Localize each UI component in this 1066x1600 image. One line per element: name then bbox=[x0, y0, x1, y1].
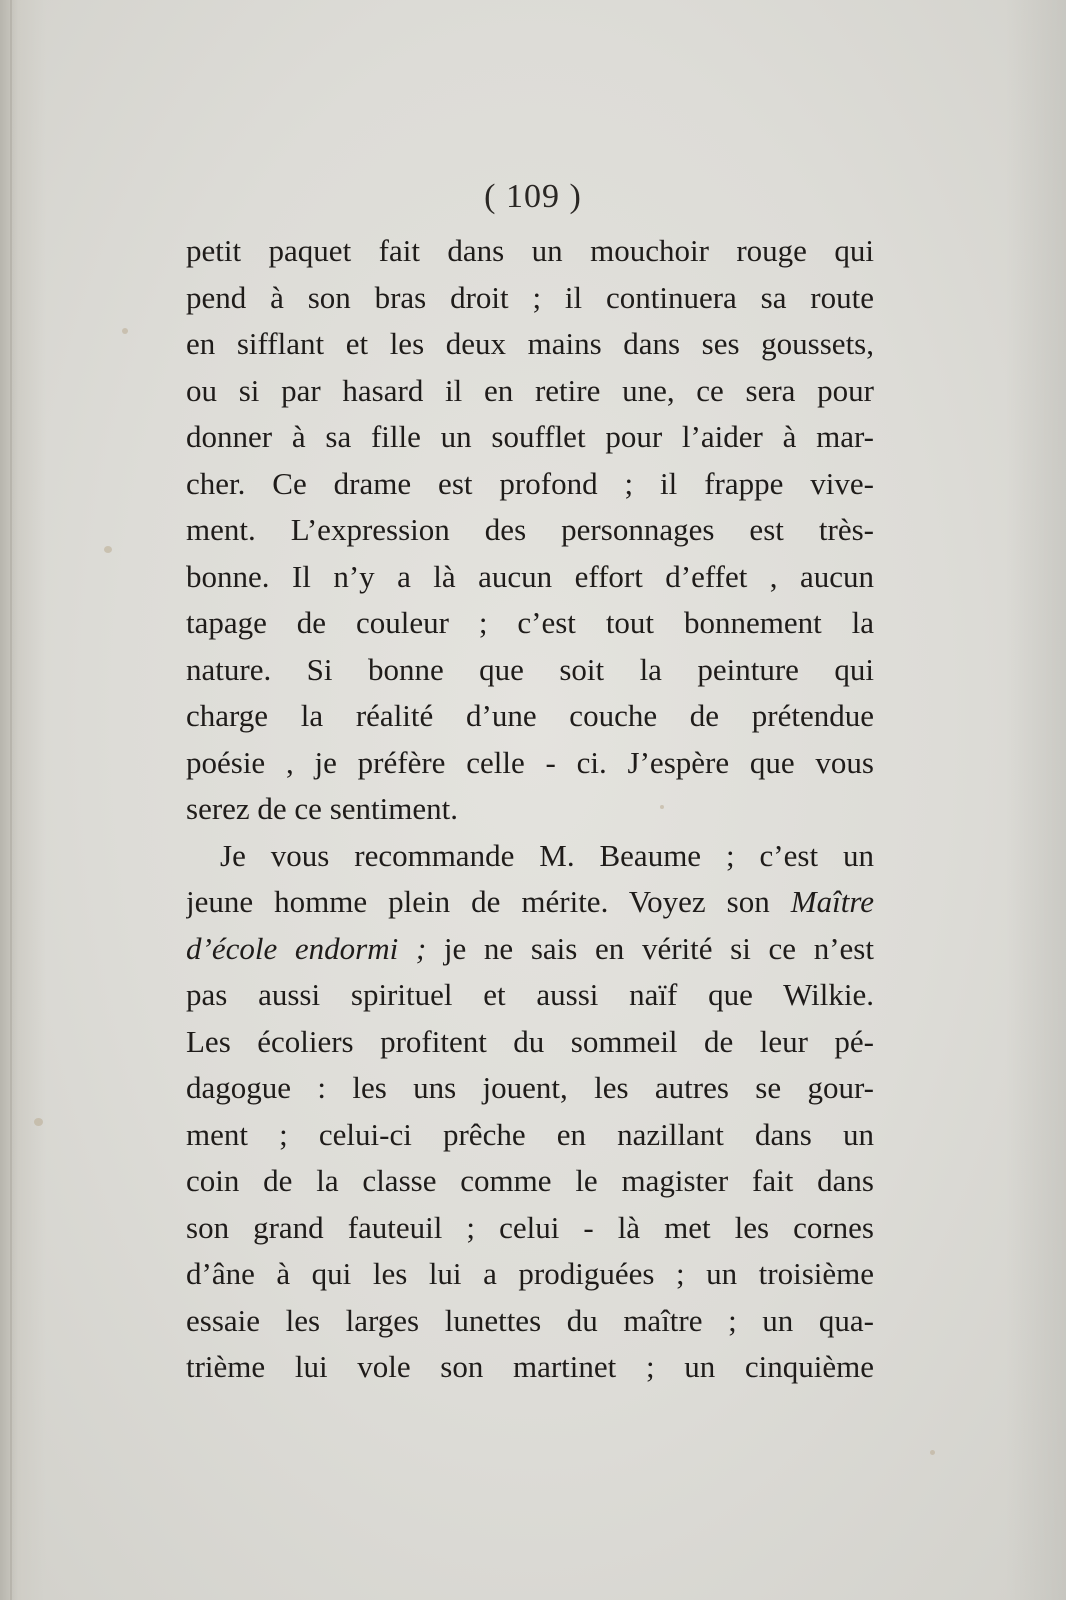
text-line: pend à son bras droit ; il continuera sa route bbox=[186, 279, 874, 315]
paper-speck bbox=[122, 328, 128, 334]
text-line: petit paquet fait dans un mouchoir rouge qui bbox=[186, 233, 874, 268]
text-line: donner à sa fille un soufflet pour l’aider à mar- bbox=[186, 419, 874, 454]
paper-speck bbox=[930, 1450, 935, 1455]
text-line: coin de la classe comme le magister fait dans bbox=[186, 1163, 874, 1198]
text-line: en sifflant et les deux mains dans ses goussets, bbox=[186, 326, 874, 361]
text-line: Les écoliers profitent du sommeil de leur pé- bbox=[186, 1023, 874, 1059]
text-line: poésie , je préfère celle - ci. J’espère que vous bbox=[186, 744, 874, 780]
page-number: ( 109 ) bbox=[484, 178, 582, 215]
paragraph-start-line: Je vous recommande M. Beaume ; c’est un bbox=[220, 837, 874, 873]
text-line bbox=[186, 926, 874, 973]
text-line: trième lui vole son martinet ; un cinquième bbox=[186, 1349, 874, 1384]
text-line: charge la réalité d’une couche de prétendue bbox=[186, 698, 874, 733]
text-line: bonne. Il n’y a là aucun effort d’effet , aucun bbox=[186, 558, 874, 594]
text-line: d’âne à qui les lui a prodiguées ; un troisième bbox=[186, 1256, 874, 1291]
text-segment: je ne sais en vérité si ce n’est bbox=[426, 930, 874, 966]
text-line: cher. Ce drame est profond ; il frappe vive- bbox=[186, 465, 874, 501]
text-line: essaie les larges lunettes du maître ; un qua- bbox=[186, 1302, 874, 1338]
text-line: ment ; celui-ci prêche en nazillant dans un bbox=[186, 1116, 874, 1152]
paper-speck bbox=[34, 1118, 43, 1126]
text-line: tapage de couleur ; c’est tout bonnement la bbox=[186, 605, 874, 640]
text-line: son grand fauteuil ; celui - là met les cornes bbox=[186, 1209, 874, 1245]
paragraph-end-line: serez de ce sentiment. bbox=[186, 791, 458, 826]
body-text bbox=[186, 228, 874, 1391]
artwork-title-italic: Maître bbox=[790, 884, 874, 919]
gutter-shadow bbox=[0, 0, 46, 1600]
text-line: ou si par hasard il en retire une, ce sera pour bbox=[186, 372, 874, 408]
text-segment: jeune homme plein de mérite. Voyez son bbox=[186, 884, 791, 919]
text-line: nature. Si bonne que soit la peinture qui bbox=[186, 651, 874, 687]
gutter-line bbox=[10, 0, 12, 1600]
text-line bbox=[186, 879, 874, 926]
text-line: pas aussi spirituel et aussi naïf que Wilkie. bbox=[186, 977, 874, 1012]
artwork-title-italic: d’école endormi ; bbox=[186, 930, 427, 966]
text-line: ment. L’expression des personnages est très- bbox=[186, 512, 874, 547]
text-line: dagogue : les uns jouent, les autres se gour- bbox=[186, 1070, 874, 1105]
page-edge-shade bbox=[1006, 0, 1066, 1600]
paper-speck bbox=[104, 546, 112, 553]
